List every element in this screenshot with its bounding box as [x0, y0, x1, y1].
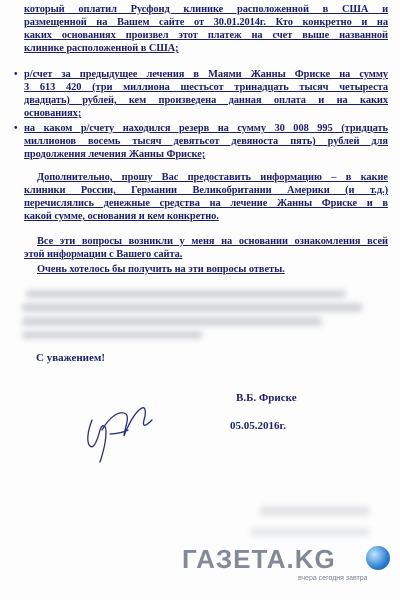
bullet-marker: •: [14, 123, 18, 134]
closing-greeting: С уважением!: [36, 352, 106, 364]
letter-line: клинике расположенной в США;: [24, 43, 179, 54]
letter-line: Все эти вопросы возникли у меня на основании ознакомления всей: [37, 236, 388, 247]
signer-name: В.Б. Фриске: [236, 392, 297, 404]
watermark-brand: ГАЗЕТА.KG: [182, 544, 336, 574]
letter-line: размещенной на Вашем сайте от 30.01.2014г. Кто конкретно и на: [24, 17, 388, 28]
letter-line: миллионов восемь тысяч девятьсот девяноста пять) рублей для: [24, 136, 388, 147]
globe-icon: [366, 546, 390, 570]
watermark: [178, 542, 388, 588]
letter-line: Дополнительно, прошу Вас предоставить информацию – в какие: [37, 172, 388, 183]
letter-line: на каком р/счету находился резерв на сумму 30 008 995 (тридцать: [24, 123, 388, 134]
watermark-tagline: вчера сегодня завтра: [298, 575, 368, 582]
redacted-text: [22, 331, 202, 339]
handwritten-signature: [80, 390, 170, 470]
letter-line: каких основаниях произвел этот платеж на счет выше названной: [24, 30, 388, 41]
redacted-text: [260, 506, 370, 516]
letter-line: основаниях;: [24, 108, 82, 119]
letter-line: продолжения лечения Жанны Фриске;: [24, 149, 206, 160]
redacted-text: [26, 290, 346, 298]
letter-line: который оплатил Русфонд клинике расположенной в США и: [24, 4, 388, 15]
letter-line: 3 613 420 (три миллиона шестьсот тринадцать тысяч четыреста: [24, 82, 388, 93]
redacted-text: [22, 303, 362, 312]
letter-date: 05.05.2016г.: [230, 420, 287, 432]
bullet-marker: •: [14, 69, 18, 80]
letter-line: этой информации с Вашего сайта.: [24, 249, 183, 260]
letter-line: перечислялись денежные средства на лечение Жанны Фриске и в: [24, 198, 388, 209]
letter-line: какой сумме, основания и кем конкретно.: [24, 211, 219, 222]
redacted-text: [250, 528, 370, 536]
letter-line: Очень хотелось бы получить на эти вопросы ответы.: [37, 264, 285, 275]
letter-line: р/счет за предыдущее лечения в Маями Жанны Фриске на сумму: [24, 69, 388, 80]
letter-line: двадцать) рублей, кем произведена данная оплата и на каких: [24, 95, 388, 106]
redacted-text: [22, 317, 322, 326]
letter-line: клиники России, Германии Великобритании Америки (и т.д.): [24, 185, 388, 196]
